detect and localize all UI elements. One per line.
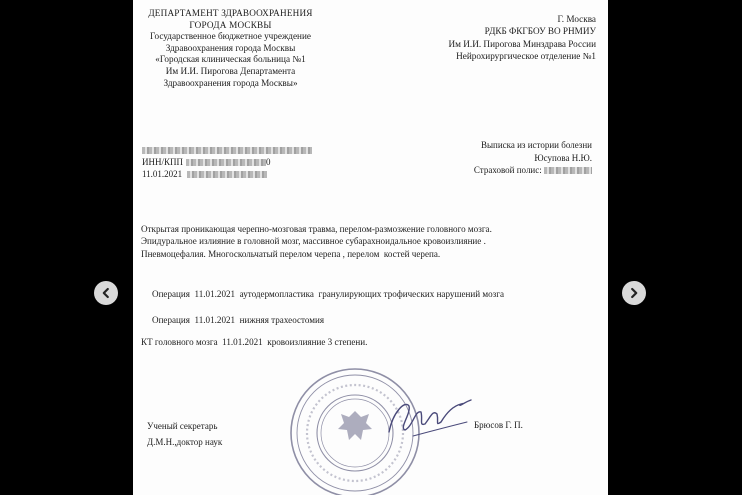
header-institution-type: Государственное бюджетное учреждение [150, 31, 311, 42]
clinic-name: РДКБ ФКГБОУ ВО РНМИУ [484, 26, 596, 37]
inn-line [142, 156, 312, 168]
operation-entry: Операция 11.01.2021 аутодермопластика гранулирующих трофических нарушений мозга [152, 289, 505, 299]
clinic-affiliation: Им И.И. Пирогова Минздрава России [448, 38, 596, 49]
requisites-block [142, 144, 312, 180]
header-institution-city: Здравоохранения города Москвы [165, 42, 296, 53]
diagnosis-line: Открытая проникающая черепно-мозговая травма, перелом-размозжение головного мозга. [141, 224, 492, 234]
chevron-right-icon [628, 287, 640, 299]
signatory-name: Брюсов Г. П. [474, 420, 523, 430]
next-image-button[interactable] [622, 281, 646, 305]
header-hospital-department: Здравоохранения города Москвы» [163, 77, 298, 88]
redaction-mark [187, 171, 267, 178]
diagnosis-line: Пневмоцефалия. Многоскольчатый перелом черепа , перелом костей черепа. [141, 248, 441, 259]
handwritten-signature [383, 392, 473, 442]
signatory-roles [147, 418, 222, 450]
signatory-degree: Д.М.Н.,доктор наук [147, 437, 223, 447]
policy-line [474, 164, 592, 177]
chevron-left-icon [100, 287, 112, 299]
clinic-city: Г. Москва [557, 14, 596, 24]
patient-name: Юсупова Н.Ю. [534, 152, 592, 163]
operation-entry: Операция 11.01.2021 нижняя трахеостомия [152, 315, 325, 325]
previous-image-button[interactable] [94, 281, 118, 305]
clinic-header [449, 13, 596, 63]
header-city: ГОРОДА МОСКВЫ [189, 19, 272, 30]
inn-label: ИНН/КПП [142, 157, 184, 167]
redaction-mark [186, 159, 266, 166]
redaction-mark [544, 167, 592, 174]
document-page [133, 0, 608, 495]
header-hospital-named-after: Им И.И. Пирогова Департамента [165, 65, 296, 76]
inn-tail: 0 [266, 157, 271, 167]
redacted-line [142, 144, 312, 156]
date-line [142, 168, 312, 180]
diagnosis-line: Эпидуральное излияние в головной мозг, массивное субарахноидальное кровоизлияние . [141, 236, 486, 247]
record-block [474, 139, 592, 177]
header-hospital-name: «Городская клиническая больница №1 [155, 54, 306, 65]
clinic-department: Нейрохирургическое отделение №1 [456, 51, 596, 62]
record-title: Выписка из истории болезни [480, 140, 592, 150]
ct-scan-entry: КТ головного мозга 11.01.2021 кровоизлияние 3 степени. [141, 337, 368, 347]
diagnosis-text [141, 223, 581, 260]
redaction-mark [142, 147, 312, 154]
signatory-role: Ученый секретарь [147, 421, 218, 431]
policy-label: Страховой полис: [473, 165, 542, 175]
header-department: ДЕПАРТАМЕНТ ЗДРАВООХРАНЕНИЯ [148, 8, 313, 18]
institution-header [133, 8, 328, 89]
requisites-date: 11.01.2021 [142, 169, 183, 179]
